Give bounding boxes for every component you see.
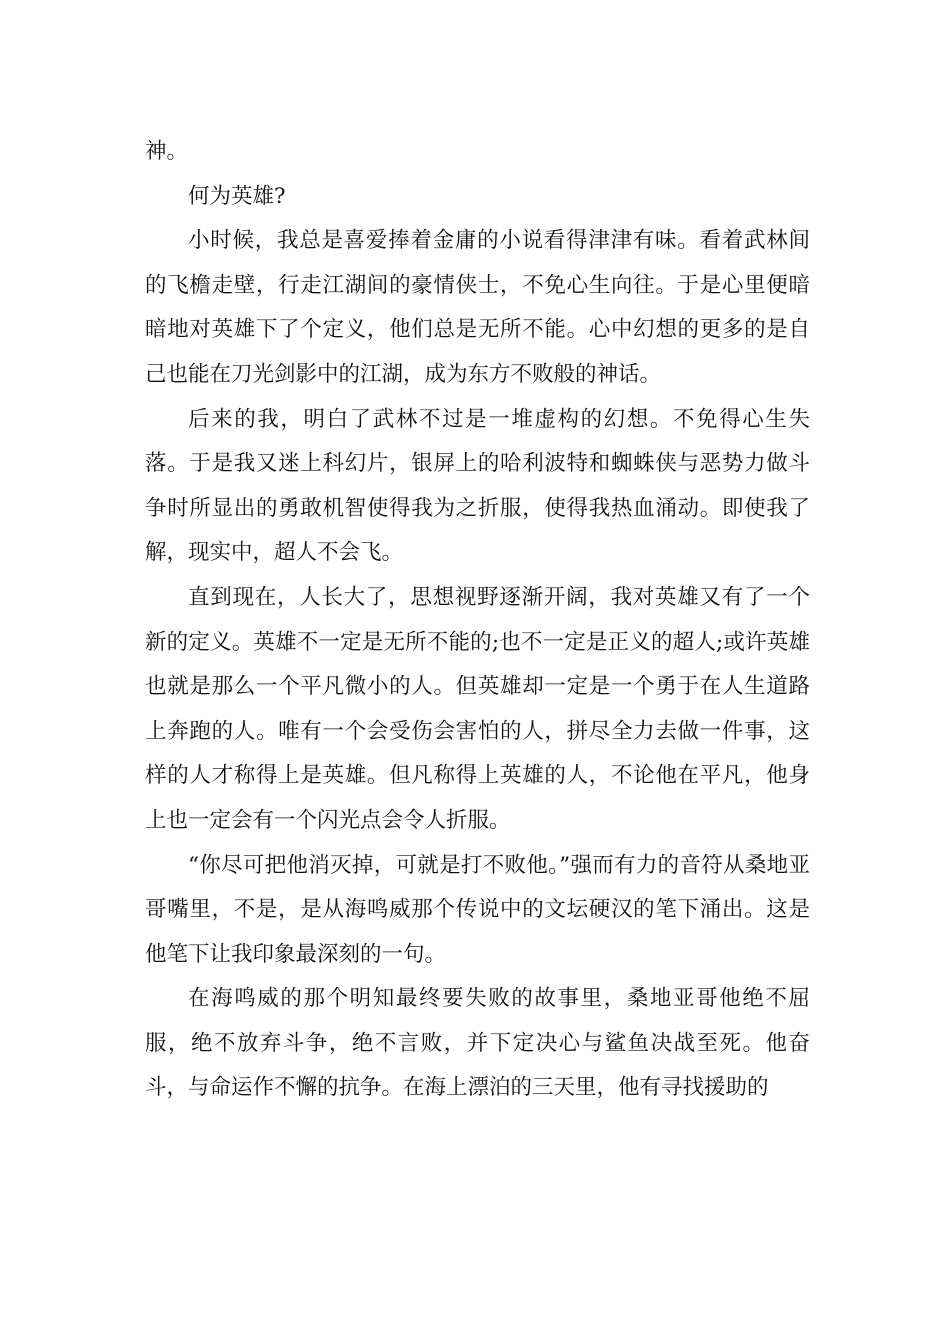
paragraph-question: 何为英雄? [188, 183, 286, 209]
paragraph-now: 直到现在，人长大了，思想视野逐渐开阔，我对英雄又有了一个新的定义。英雄不一定是无所不能的;也不一定是正义的超人;或许英雄也就是那么一个平凡微小的人。但英雄却一定是一个勇于在人生道路上奔跑的人。唯有一个会受伤会害怕的人，拼尽全力去做一件事，这样的人才称得上是英雄。但凡称得上英雄的人，不论他在平凡，他身上也一定会有一个闪光点会令人折服。 [145, 584, 810, 833]
paragraph-later: 后来的我，明白了武林不过是一堆虚构的幻想。不免得心生失落。于是我又迷上科幻片，银屏上的哈利波特和蜘蛛侠与恶势力做斗争时所显出的勇敢机智使得我为之折服，使得我热血涌动。即使我了解，现实中，超人不会飞。 [145, 406, 810, 566]
document-body [145, 130, 810, 1111]
paragraph-quote: “你尽可把他消灭掉，可就是打不败他。”强而有力的音符从桑地亚哥嘴里，不是，是从海鸣威那个传说中的文坛硬汉的笔下涌出。这是他笔下让我印象最深刻的一句。 [145, 852, 810, 967]
paragraph-childhood: 小时候，我总是喜爱捧着金庸的小说看得津津有味。看着武林间的飞檐走壁，行走江湖间的豪情侠士，不免心生向往。于是心里便暗暗地对英雄下了个定义，他们总是无所不能。心中幻想的更多的是自己也能在刀光剑影中的江湖，成为东方不败般的神话。 [145, 228, 810, 387]
paragraph-story: 在海鸣威的那个明知最终要失败的故事里，桑地亚哥他绝不屈服，绝不放弃斗争，绝不言败，并下定决心与鲨鱼决战至死。他奋斗，与命运作不懈的抗争。在海上漂泊的三天里，他有寻找援助的 [145, 986, 810, 1101]
paragraph-continuation: 神。 [145, 139, 189, 164]
